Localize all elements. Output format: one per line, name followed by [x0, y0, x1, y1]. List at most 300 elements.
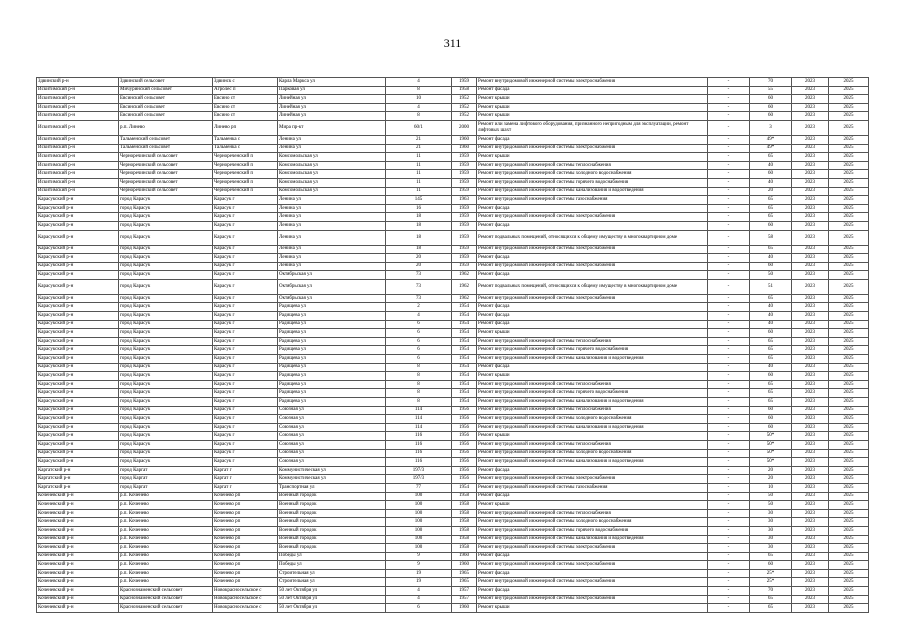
cell-settlement: Карасук г [213, 213, 278, 222]
cell-work-type: Ремонт внутридомовой инженерной системы горячего водоснабжения [477, 178, 708, 187]
cell-street: Военный городок [278, 518, 386, 527]
cell-district: Коченевский р-н [37, 552, 119, 561]
cell-year-built: 1959 [452, 153, 477, 162]
cell-street: 50 лет Октября ул [278, 595, 386, 604]
cell-street: Военный городок [278, 492, 386, 501]
cell-year-built: 1954 [452, 329, 477, 338]
table-row [37, 103, 869, 112]
cell-municipality: город Каргат [119, 483, 213, 492]
cell-year-start: 2023 [792, 279, 829, 294]
cell-year-end: 2025 [829, 415, 869, 424]
cell-wear-percent: 60 [750, 103, 792, 112]
cell-dash-marker: - [708, 279, 750, 294]
cell-district: Карасукский р-н [37, 389, 119, 398]
cell-district: Карасукский р-н [37, 320, 119, 329]
cell-dash-marker: - [708, 526, 750, 535]
cell-district: Карасукский р-н [37, 355, 119, 364]
cell-dash-marker: - [708, 475, 750, 484]
cell-wear-percent: 65 [750, 595, 792, 604]
cell-settlement: Коченево рп [213, 526, 278, 535]
cell-house-number: 21 [386, 135, 452, 144]
cell-settlement: Карасук г [213, 458, 278, 467]
cell-year-built: 1959 [452, 178, 477, 187]
table-row [37, 458, 869, 467]
cell-dash-marker: - [708, 380, 750, 389]
cell-municipality: город Карасук [119, 294, 213, 303]
cell-year-end: 2025 [829, 86, 869, 95]
cell-year-end: 2025 [829, 213, 869, 222]
cell-year-built: 1959 [452, 170, 477, 179]
cell-year-start: 2023 [792, 95, 829, 104]
cell-year-built: 1956 [452, 449, 477, 458]
cell-year-built: 1962 [452, 279, 477, 294]
cell-year-built: 1957 [452, 595, 477, 604]
cell-wear-percent: 50* [750, 432, 792, 441]
cell-district: Здвинский р-н [37, 78, 119, 87]
cell-wear-percent: 50 [750, 492, 792, 501]
cell-wear-percent: 49* [750, 144, 792, 153]
cell-year-end: 2025 [829, 279, 869, 294]
cell-municipality: город Карасук [119, 254, 213, 263]
cell-municipality: город Карасук [119, 389, 213, 398]
cell-municipality: р.п. Коченево [119, 492, 213, 501]
table-row [37, 501, 869, 510]
cell-district: Карасукский р-н [37, 254, 119, 263]
cell-year-built: 1954 [452, 483, 477, 492]
cell-dash-marker: - [708, 372, 750, 381]
cell-year-end: 2025 [829, 346, 869, 355]
cell-year-built: 1954 [452, 398, 477, 407]
table-row [37, 552, 869, 561]
cell-work-type: Ремонт внутридомовой инженерной системы канализования и водоотведения [477, 187, 708, 196]
cell-street: Военный городок [278, 544, 386, 553]
cell-dash-marker: - [708, 230, 750, 245]
cell-house-number: 8 [386, 86, 452, 95]
cell-street: Комсомольская ул [278, 187, 386, 196]
cell-dash-marker: - [708, 561, 750, 570]
cell-wear-percent: 40 [750, 320, 792, 329]
cell-district: Карасукский р-н [37, 398, 119, 407]
cell-settlement: Коченево рп [213, 544, 278, 553]
cell-house-number: 8 [386, 363, 452, 372]
cell-year-start: 2023 [792, 153, 829, 162]
cell-settlement: Карасук г [213, 372, 278, 381]
table-row [37, 569, 869, 578]
cell-settlement: Карасук г [213, 221, 278, 230]
table-row [37, 518, 869, 527]
cell-municipality: р.п. Коченево [119, 535, 213, 544]
cell-dash-marker: - [708, 153, 750, 162]
cell-dash-marker: - [708, 578, 750, 587]
cell-municipality: город Карасук [119, 363, 213, 372]
cell-work-type: Ремонт внутридомовой инженерной системы канализования и водоотведения [477, 535, 708, 544]
cell-wear-percent: 40 [750, 161, 792, 170]
cell-dash-marker: - [708, 449, 750, 458]
cell-year-end: 2025 [829, 544, 869, 553]
cell-municipality: город Карасук [119, 320, 213, 329]
cell-municipality: город Карасук [119, 440, 213, 449]
table-row [37, 254, 869, 263]
cell-district: Коченевский р-н [37, 526, 119, 535]
cell-settlement: Карасук г [213, 398, 278, 407]
cell-house-number: 11 [386, 178, 452, 187]
table-row [37, 475, 869, 484]
cell-year-start: 2023 [792, 544, 829, 553]
cell-wear-percent: 30 [750, 518, 792, 527]
cell-municipality: р.п. Коченево [119, 544, 213, 553]
cell-street: Комсомольская ул [278, 178, 386, 187]
cell-street: Радищева ул [278, 389, 386, 398]
cell-house-number: 116 [386, 440, 452, 449]
cell-municipality: Евсинский сельсовет [119, 103, 213, 112]
cell-wear-percent: 65 [750, 380, 792, 389]
cell-year-built: 1958 [452, 501, 477, 510]
table-row [37, 355, 869, 364]
cell-house-number: 11 [386, 153, 452, 162]
cell-house-number: 197/3 [386, 475, 452, 484]
cell-year-start: 2023 [792, 526, 829, 535]
cell-street: Строительная ул [278, 569, 386, 578]
cell-house-number: 11 [386, 161, 452, 170]
cell-settlement: Карасук г [213, 303, 278, 312]
cell-district: Каргатский р-н [37, 483, 119, 492]
cell-district: Коченевский р-н [37, 604, 119, 613]
table-row [37, 279, 869, 294]
cell-work-type: Ремонт внутридомовой инженерной системы теплоснабжения [477, 380, 708, 389]
cell-year-end: 2025 [829, 329, 869, 338]
table-row [37, 329, 869, 338]
cell-year-end: 2025 [829, 337, 869, 346]
cell-year-start: 2023 [792, 475, 829, 484]
cell-district: Карасукский р-н [37, 337, 119, 346]
cell-dash-marker: - [708, 398, 750, 407]
cell-year-built: 1954 [452, 303, 477, 312]
cell-settlement: Карасук г [213, 389, 278, 398]
cell-wear-percent: 65 [750, 294, 792, 303]
cell-street: Радищева ул [278, 312, 386, 321]
cell-settlement: Коченево рп [213, 501, 278, 510]
cell-house-number: 8 [386, 372, 452, 381]
capital-repair-table [36, 77, 869, 613]
cell-house-number: 16 [386, 204, 452, 213]
cell-wear-percent: 3 [750, 120, 792, 135]
cell-settlement: Чернореченский п [213, 187, 278, 196]
cell-district: Коченевский р-н [37, 561, 119, 570]
cell-year-end: 2025 [829, 271, 869, 280]
cell-district: Карасукский р-н [37, 262, 119, 271]
cell-year-end: 2025 [829, 112, 869, 121]
cell-house-number: 10 [386, 95, 452, 104]
cell-district: Карасукский р-н [37, 363, 119, 372]
cell-wear-percent: 40 [750, 312, 792, 321]
cell-house-number: 100 [386, 518, 452, 527]
cell-wear-percent: 55 [750, 86, 792, 95]
cell-dash-marker: - [708, 204, 750, 213]
cell-house-number: 20 [386, 254, 452, 263]
cell-house-number: 11 [386, 170, 452, 179]
cell-house-number: 6 [386, 604, 452, 613]
cell-settlement: Коченево рп [213, 509, 278, 518]
cell-year-start: 2023 [792, 449, 829, 458]
cell-settlement: Коченево рп [213, 552, 278, 561]
cell-year-end: 2025 [829, 458, 869, 467]
cell-wear-percent: 60 [750, 221, 792, 230]
cell-settlement: Новокрасносельское с [213, 595, 278, 604]
cell-year-end: 2025 [829, 120, 869, 135]
table-row [37, 389, 869, 398]
cell-street: Радищева ул [278, 372, 386, 381]
cell-district: Карасукский р-н [37, 372, 119, 381]
cell-house-number: 19 [386, 578, 452, 587]
table-row [37, 415, 869, 424]
cell-settlement: Карасук г [213, 254, 278, 263]
cell-house-number: 2 [386, 303, 452, 312]
cell-district: Искитимский р-н [37, 112, 119, 121]
cell-district: Карасукский р-н [37, 458, 119, 467]
cell-work-type: Ремонт внутридомовой инженерной системы холодного водоснабжения [477, 449, 708, 458]
cell-municipality: Евсинский сельсовет [119, 95, 213, 104]
cell-municipality: город Карасук [119, 329, 213, 338]
cell-settlement: Карасук г [213, 329, 278, 338]
table-row [37, 294, 869, 303]
cell-work-type: Ремонт внутридомовой инженерной системы канализования и водоотведения [477, 423, 708, 432]
cell-work-type: Ремонт внутридомовой инженерной системы горячего водоснабжения [477, 346, 708, 355]
cell-municipality: город Карасук [119, 346, 213, 355]
cell-year-built: 1958 [452, 86, 477, 95]
cell-settlement: Карасук г [213, 312, 278, 321]
cell-street: Комсомольская ул [278, 170, 386, 179]
cell-street: Комсомольская ул [278, 161, 386, 170]
cell-wear-percent: 60 [750, 406, 792, 415]
cell-year-start: 2023 [792, 432, 829, 441]
cell-wear-percent: 30 [750, 509, 792, 518]
cell-wear-percent: 65 [750, 337, 792, 346]
cell-work-type: Ремонт фасада [477, 320, 708, 329]
cell-district: Карасукский р-н [37, 230, 119, 245]
cell-work-type: Ремонт фасада [477, 254, 708, 263]
table-row [37, 595, 869, 604]
cell-year-built: 1958 [452, 492, 477, 501]
cell-wear-percent: 30 [750, 535, 792, 544]
cell-dash-marker: - [708, 552, 750, 561]
table-row [37, 178, 869, 187]
cell-dash-marker: - [708, 144, 750, 153]
cell-year-end: 2025 [829, 440, 869, 449]
cell-dash-marker: - [708, 415, 750, 424]
cell-work-type: Ремонт внутридомовой инженерной системы холодного водоснабжения [477, 415, 708, 424]
cell-year-end: 2025 [829, 303, 869, 312]
cell-municipality: р.п. Коченево [119, 561, 213, 570]
cell-year-built: 1962 [452, 294, 477, 303]
cell-work-type: Ремонт внутридомовой инженерной системы канализования и водоотведения [477, 355, 708, 364]
cell-municipality: Тальменский сельсовет [119, 144, 213, 153]
cell-municipality: р.п. Коченево [119, 526, 213, 535]
table-row [37, 363, 869, 372]
cell-work-type: Ремонт внутридомовой инженерной системы теплоснабжения [477, 440, 708, 449]
cell-work-type: Ремонт внутридомовой инженерной системы электроснабжения [477, 561, 708, 570]
cell-year-end: 2025 [829, 475, 869, 484]
cell-wear-percent: 40 [750, 303, 792, 312]
cell-settlement: Евсино ст [213, 112, 278, 121]
table-row [37, 406, 869, 415]
cell-municipality: Черноречинский сельсовет [119, 153, 213, 162]
table-row [37, 95, 869, 104]
cell-year-start: 2023 [792, 294, 829, 303]
cell-work-type: Ремонт внутридомовой инженерной системы электроснабжения [477, 262, 708, 271]
cell-municipality: город Карасук [119, 337, 213, 346]
cell-district: Карасукский р-н [37, 279, 119, 294]
cell-year-end: 2025 [829, 492, 869, 501]
cell-district: Коченевский р-н [37, 535, 119, 544]
cell-street: Радищева ул [278, 380, 386, 389]
cell-year-end: 2025 [829, 552, 869, 561]
cell-year-end: 2025 [829, 518, 869, 527]
cell-year-start: 2023 [792, 103, 829, 112]
cell-wear-percent: 30 [750, 544, 792, 553]
cell-street: Союзная ул [278, 432, 386, 441]
cell-wear-percent: 60 [750, 372, 792, 381]
cell-settlement: Карасук г [213, 346, 278, 355]
cell-house-number: 21 [386, 144, 452, 153]
cell-house-number: 73 [386, 271, 452, 280]
cell-year-start: 2023 [792, 595, 829, 604]
cell-wear-percent: 20 [750, 475, 792, 484]
cell-year-start: 2023 [792, 221, 829, 230]
cell-district: Карасукский р-н [37, 380, 119, 389]
cell-dash-marker: - [708, 320, 750, 329]
cell-wear-percent: 50 [750, 501, 792, 510]
cell-work-type: Ремонт фасада [477, 135, 708, 144]
cell-street: 50 лет Октября ул [278, 587, 386, 596]
cell-house-number: 114 [386, 406, 452, 415]
cell-house-number: 20 [386, 262, 452, 271]
cell-year-start: 2023 [792, 406, 829, 415]
cell-house-number: 114 [386, 415, 452, 424]
cell-year-end: 2025 [829, 170, 869, 179]
cell-dash-marker: - [708, 355, 750, 364]
cell-work-type: Ремонт крыши [477, 501, 708, 510]
table-row [37, 135, 869, 144]
cell-dash-marker: - [708, 312, 750, 321]
cell-work-type: Ремонт внутридомовой инженерной системы электроснабжения [477, 578, 708, 587]
table-row [37, 544, 869, 553]
cell-year-built: 1962 [452, 271, 477, 280]
cell-street: Ленина ул [278, 144, 386, 153]
cell-street: Союзная ул [278, 449, 386, 458]
cell-street: Ленина ул [278, 135, 386, 144]
cell-year-start: 2023 [792, 578, 829, 587]
cell-house-number: 100 [386, 535, 452, 544]
cell-municipality: город Каргат [119, 466, 213, 475]
cell-year-built: 1956 [452, 423, 477, 432]
cell-district: Карасукский р-н [37, 432, 119, 441]
cell-district: Искитимский р-н [37, 144, 119, 153]
cell-street: Союзная ул [278, 440, 386, 449]
cell-municipality: Евсинский сельсовет [119, 112, 213, 121]
cell-street: Октябрьская ул [278, 294, 386, 303]
cell-street: Радищева ул [278, 320, 386, 329]
cell-work-type: Ремонт крыши [477, 95, 708, 104]
cell-house-number: 100 [386, 501, 452, 510]
cell-work-type: Ремонт крыши [477, 432, 708, 441]
cell-dash-marker: - [708, 466, 750, 475]
cell-settlement: Карасук г [213, 363, 278, 372]
cell-year-start: 2023 [792, 254, 829, 263]
cell-district: Коченевский р-н [37, 509, 119, 518]
table-row [37, 204, 869, 213]
cell-year-built: 1958 [452, 509, 477, 518]
cell-settlement: Новокрасносельское с [213, 587, 278, 596]
cell-district: Карасукский р-н [37, 294, 119, 303]
cell-year-end: 2025 [829, 449, 869, 458]
cell-year-start: 2023 [792, 363, 829, 372]
cell-district: Карасукский р-н [37, 213, 119, 222]
cell-work-type: Ремонт подвальных помещений, относящихся к общему имуществу в многоквартирном доме [477, 230, 708, 245]
cell-district: Каргатский р-н [37, 475, 119, 484]
cell-house-number: 4 [386, 78, 452, 87]
cell-wear-percent: 65 [750, 346, 792, 355]
cell-year-start: 2023 [792, 135, 829, 144]
cell-year-start: 2023 [792, 178, 829, 187]
cell-house-number: 8 [386, 398, 452, 407]
cell-wear-percent: 25* [750, 569, 792, 578]
cell-year-end: 2025 [829, 320, 869, 329]
cell-district: Искитимский р-н [37, 178, 119, 187]
cell-municipality: город Карасук [119, 449, 213, 458]
table-row [37, 230, 869, 245]
cell-year-built: 1954 [452, 346, 477, 355]
cell-dash-marker: - [708, 187, 750, 196]
cell-wear-percent: 50* [750, 440, 792, 449]
cell-year-start: 2023 [792, 320, 829, 329]
cell-work-type: Ремонт внутридомовой инженерной системы электроснабжения [477, 245, 708, 254]
cell-dash-marker: - [708, 363, 750, 372]
cell-year-built: 1952 [452, 103, 477, 112]
table-row [37, 535, 869, 544]
cell-wear-percent: 58 [750, 230, 792, 245]
cell-street: Военный городок [278, 509, 386, 518]
cell-municipality: город Карасук [119, 245, 213, 254]
cell-settlement: Карасук г [213, 355, 278, 364]
cell-house-number: 145 [386, 196, 452, 205]
cell-year-end: 2025 [829, 398, 869, 407]
cell-wear-percent: 60 [750, 262, 792, 271]
cell-settlement: Карасук г [213, 337, 278, 346]
cell-year-end: 2025 [829, 196, 869, 205]
cell-settlement: Чернореченский п [213, 153, 278, 162]
cell-settlement: Коченево рп [213, 569, 278, 578]
table-row [37, 449, 869, 458]
cell-year-end: 2025 [829, 423, 869, 432]
cell-municipality: город Карасук [119, 213, 213, 222]
cell-street: Ленина ул [278, 204, 386, 213]
cell-dash-marker: - [708, 221, 750, 230]
cell-district: Карасукский р-н [37, 423, 119, 432]
cell-house-number: 4 [386, 312, 452, 321]
cell-year-built: 2000 [452, 120, 477, 135]
table-row [37, 262, 869, 271]
cell-street: Октябрьская ул [278, 271, 386, 280]
cell-house-number: 73 [386, 294, 452, 303]
cell-settlement: Карасук г [213, 449, 278, 458]
cell-year-end: 2025 [829, 483, 869, 492]
table-row [37, 587, 869, 596]
cell-district: Коченевский р-н [37, 501, 119, 510]
cell-municipality: Черноречинский сельсовет [119, 187, 213, 196]
cell-wear-percent: 49* [750, 135, 792, 144]
cell-house-number: 60/1 [386, 120, 452, 135]
cell-year-start: 2023 [792, 587, 829, 596]
